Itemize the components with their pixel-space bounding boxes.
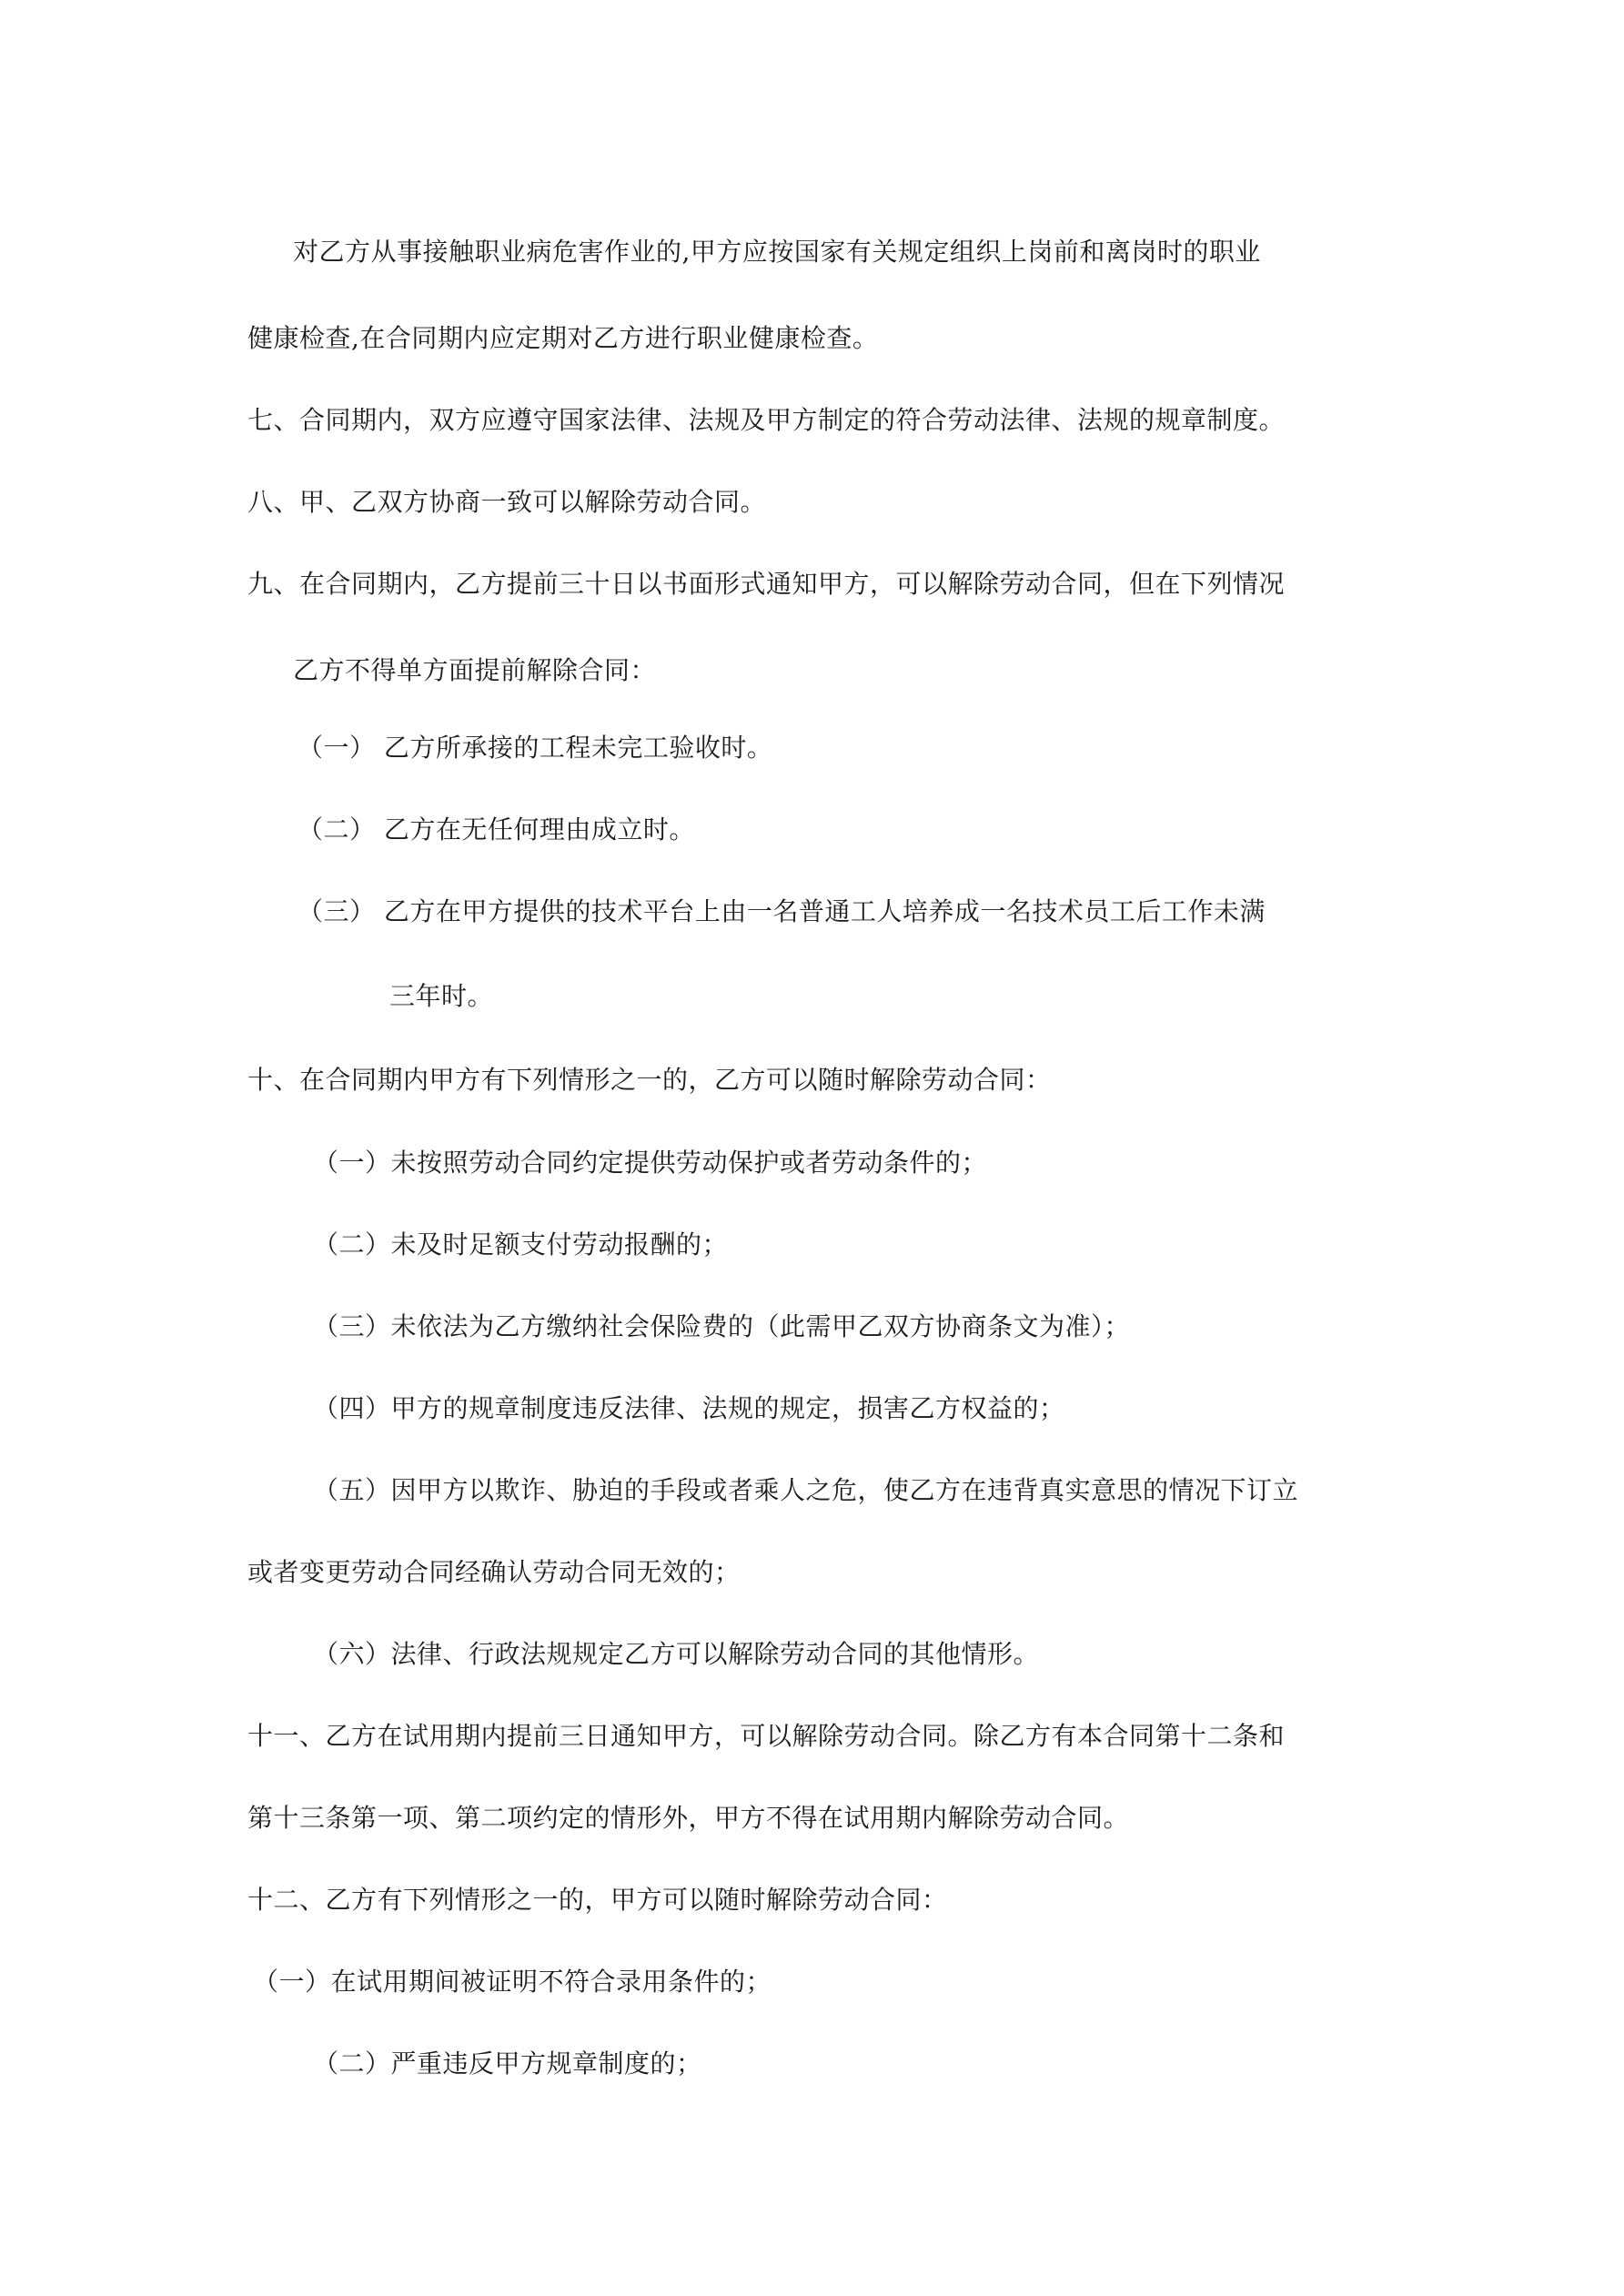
- paragraph-line-5: 九、在合同期内，乙方提前三十日以书面形式通知甲方，可以解除劳动合同，但在下列情况: [247, 569, 1286, 599]
- list-item-line-3: （三） 乙方在甲方提供的技术平台上由一名普通工人培养成一名技术员工后工作未满: [298, 896, 1266, 926]
- list-item-line-2: （二） 乙方在无任何理由成立时。: [298, 814, 695, 845]
- list-item-line-10: （一）在试用期间被证明不符合录用条件的；: [253, 1967, 772, 1997]
- list-item-line-8: （五）因甲方以欺诈、胁迫的手段或者乘人之危，使乙方在违背真实意思的情况下订立: [313, 1475, 1299, 1505]
- list-item-line-3-cont: 三年时。: [389, 981, 494, 1011]
- list-item-line-1: （一） 乙方所承接的工程未完工验收时。: [298, 733, 773, 763]
- paragraph-line-9: 第十三条第一项、第二项约定的情形外，甲方不得在试用期内解除劳动合同。: [247, 1803, 1130, 1833]
- list-item-line-7: （四）甲方的规章制度违反法律、法规的规定，损害乙方权益的；: [313, 1393, 1065, 1423]
- paragraph-line-7: 十、在合同期内甲方有下列情形之一的，乙方可以随时解除劳动合同：: [247, 1065, 1052, 1095]
- list-item-line-4: （一）未按照劳动合同约定提供劳动保护或者劳动条件的；: [313, 1148, 988, 1178]
- list-item-line-9: （六）法律、行政法规规定乙方可以解除劳动合同的其他情形。: [313, 1639, 1040, 1669]
- paragraph-line-1: 对乙方从事接触职业病危害作业的,甲方应按国家有关规定组织上岗前和离岗时的职业: [293, 237, 1261, 267]
- list-item-line-11: （二）严重违反甲方规章制度的；: [313, 2048, 702, 2079]
- list-item-line-6: （三）未依法为乙方缴纳社会保险费的（此需甲乙双方协商条文为准）；: [313, 1311, 1131, 1341]
- paragraph-line-10: 十二、乙方有下列情形之一的，甲方可以随时解除劳动合同：: [247, 1885, 948, 1915]
- paragraph-line-4: 八、甲、乙双方协商一致可以解除劳动合同。: [247, 487, 767, 517]
- paragraph-line-3: 七、合同期内，双方应遵守国家法律、法规及甲方制定的符合劳动法律、法规的规章制度。: [247, 405, 1286, 435]
- paragraph-line-8: 十一、乙方在试用期内提前三日通知甲方，可以解除劳动合同。除乙方有本合同第十二条和: [247, 1721, 1286, 1751]
- paragraph-line-6: 乙方不得单方面提前解除合同：: [293, 655, 657, 685]
- paragraph-line-2: 健康检查,在合同期内应定期对乙方进行职业健康检查。: [247, 323, 879, 353]
- list-item-line-8-cont: 或者变更劳动合同经确认劳动合同无效的；: [247, 1557, 741, 1587]
- list-item-line-5: （二）未及时足额支付劳动报酬的；: [313, 1229, 729, 1259]
